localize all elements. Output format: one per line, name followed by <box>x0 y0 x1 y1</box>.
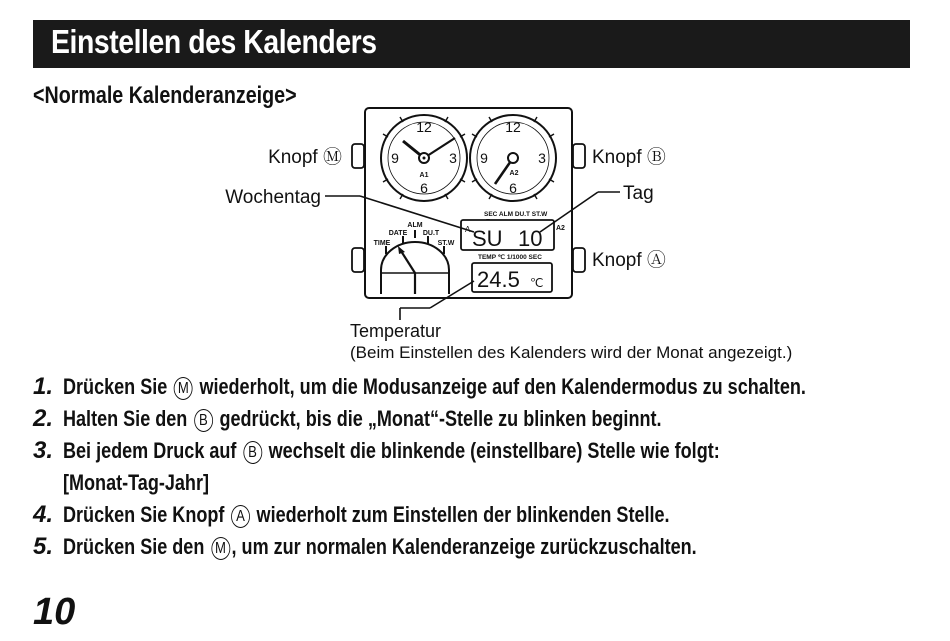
button-m-symbol: M <box>211 537 230 560</box>
mode-alm: ALM <box>407 222 423 229</box>
step-4 <box>33 499 950 531</box>
callout-button-m: Knopf Ⓜ <box>268 147 342 168</box>
step-text: , um zur normalen Kalenderanzeige zurückzuschalten. <box>231 534 697 559</box>
mode-date: DATE <box>388 230 408 237</box>
dial-a2-label: A2 <box>509 170 519 177</box>
lcd-temperature-value: 24.5 <box>477 267 520 292</box>
step-3-continuation <box>33 467 950 499</box>
step-number: 2. <box>33 405 54 432</box>
step-text: Drücken Sie den <box>63 534 210 559</box>
dial-a2-12: 12 <box>505 119 521 135</box>
dial-a1 <box>381 115 467 201</box>
lcd-top-header: SEC ALM DU.T ST.W <box>484 211 548 218</box>
button-left-lower-shape <box>352 248 364 272</box>
step-text: Drücken Sie <box>63 374 173 399</box>
page-number: 10 <box>33 591 76 633</box>
step-5 <box>33 531 950 563</box>
lcd-bottom-header: TEMP ℃ 1/1000 SEC <box>478 254 542 261</box>
step-number: 1. <box>33 373 54 400</box>
step-text: Drücken Sie Knopf <box>63 502 230 527</box>
page-title: Einstellen des Kalenders <box>51 23 377 60</box>
step-2 <box>33 403 950 435</box>
dial-a2-3: 3 <box>538 150 546 166</box>
lcd-top-prefix: A <box>465 225 471 234</box>
button-m-symbol: M <box>174 377 193 400</box>
step-1 <box>33 371 950 403</box>
lcd-bottom <box>472 253 552 292</box>
button-b-symbol: B <box>243 441 262 464</box>
dial-a1-12: 12 <box>416 119 432 135</box>
section-subtitle: <Normale Kalenderanzeige> <box>33 82 297 109</box>
callout-temperature-note: (Beim Einstellen des Kalenders wird der Monat angezeigt.) <box>350 343 793 362</box>
mode-stw: ST.W <box>437 240 455 247</box>
callout-button-b: Knopf Ⓑ <box>592 147 666 168</box>
lcd-weekday-value: SU <box>472 226 503 251</box>
callout-button-a: Knopf Ⓐ <box>592 250 666 271</box>
lcd-top-side-label: A2 <box>556 225 565 232</box>
dial-a2-6: 6 <box>509 180 517 196</box>
dial-a2 <box>470 115 556 201</box>
mode-dut: DU.T <box>422 230 440 237</box>
lcd-temperature-unit: ℃ <box>530 276 544 290</box>
mode-time: TIME <box>373 240 391 247</box>
callout-temperature: Temperatur <box>350 321 442 341</box>
dial-a1-6: 6 <box>420 180 428 196</box>
dial-a1-9: 9 <box>391 150 399 166</box>
callout-day: Tag <box>623 183 654 204</box>
dial-a1-3: 3 <box>449 150 457 166</box>
callout-weekday: Wochentag <box>225 187 321 208</box>
button-a-shape <box>573 248 585 272</box>
lcd-day-value: 10 <box>518 226 543 251</box>
dial-a1-label: A1 <box>419 172 429 179</box>
step-text: wechselt die blinkende (einstellbare) Stelle wie folgt: <box>263 438 720 463</box>
step-number: 4. <box>33 501 54 528</box>
step-text: wiederholt zum Einstellen der blinkenden Stelle. <box>251 502 670 527</box>
step-continuation-text: [Monat-Tag-Jahr] <box>63 470 209 495</box>
step-text: Halten Sie den <box>63 406 193 431</box>
instruction-steps <box>33 371 950 563</box>
step-number: 3. <box>33 437 54 464</box>
button-b-shape <box>573 144 585 168</box>
step-3 <box>33 435 950 467</box>
step-number: 5. <box>33 533 54 560</box>
dial-a2-9: 9 <box>480 150 488 166</box>
step-text: Bei jedem Druck auf <box>63 438 242 463</box>
step-text: wiederholt, um die Modusanzeige auf den Kalendermodus zu schalten. <box>194 374 806 399</box>
button-b-symbol: B <box>194 409 213 432</box>
button-a-symbol: A <box>231 505 250 528</box>
button-m-shape <box>352 144 364 168</box>
step-text: gedrückt, bis die „Monat“-Stelle zu blinken beginnt. <box>214 406 662 431</box>
